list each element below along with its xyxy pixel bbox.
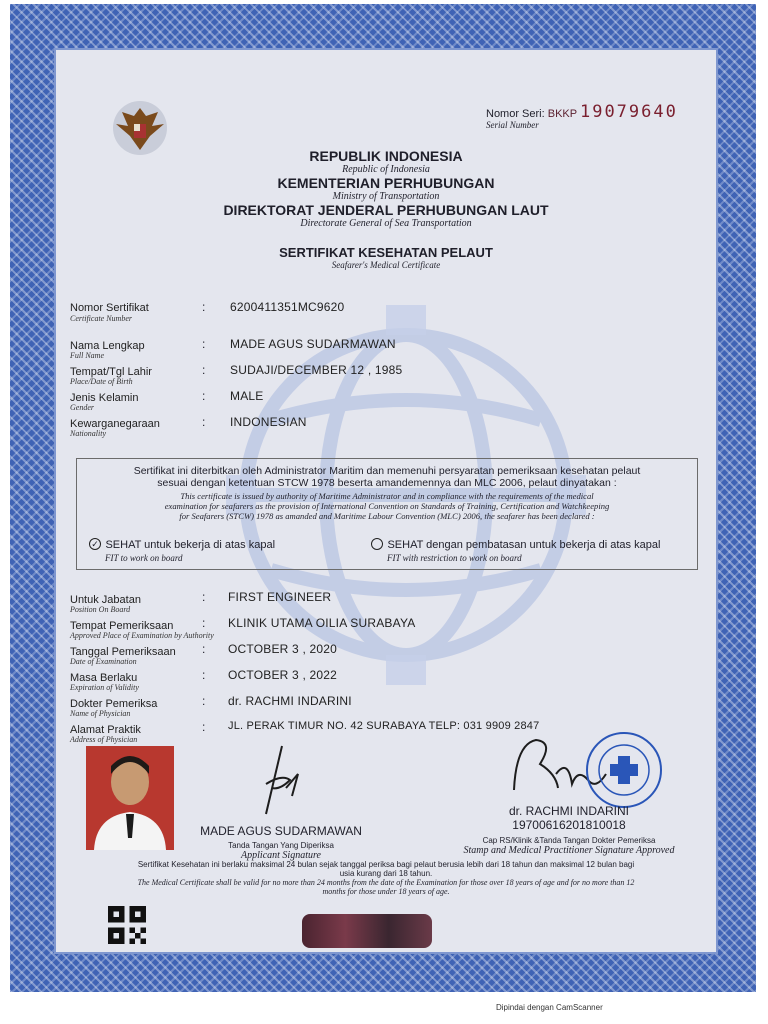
serial-prefix: BKKP — [547, 108, 577, 120]
field-row — [70, 694, 710, 720]
certificate-border — [10, 4, 756, 992]
qr-code-icon — [108, 906, 146, 944]
serial-label: Nomor Seri: — [486, 108, 545, 120]
certificate-header — [56, 148, 716, 270]
applicant-signature — [252, 744, 312, 820]
field-label-en: Expiration of Validity — [70, 683, 139, 692]
field-row — [70, 590, 710, 616]
field-row — [70, 642, 710, 668]
doctor-id: 19700616201810018 — [512, 818, 626, 832]
hologram-strip — [302, 914, 432, 948]
applicant-caption: Tanda Tangan Yang Diperiksa — [228, 841, 334, 850]
declaration-id-line2: sesuai dengan ketentuan STCW 1978 beserta amandemennya dan MLC 2006, pelaut dinyatakan : — [157, 477, 617, 489]
field-row — [70, 363, 710, 392]
field-label: Dokter Pemeriksa — [70, 698, 158, 710]
serial-label-en: Serial Number — [486, 120, 539, 130]
option-restricted-label-en: FIT with restriction to work on board — [387, 553, 522, 563]
birth-value: SUDAJI/DECEMBER 12 , 1985 — [230, 363, 403, 377]
declaration-id-line1: Sertifikat ini diterbitkan oleh Administrator Maritim dan memenuhi persyaratan pemeriksaan kesehatan pelaut — [133, 465, 641, 477]
field-label-en: Position On Board — [70, 605, 131, 614]
header-directorate-en: Directorate General of Sea Transportation — [300, 218, 472, 229]
field-label-en: Gender — [70, 403, 94, 412]
field-label: Nama Lengkap — [70, 340, 145, 352]
field-colon: : — [202, 300, 206, 314]
clinic-stamp-icon — [584, 730, 664, 810]
declaration-en-line1: This certificate is issued by authority of Maritime Administrator and in compliance with the requirements of the medical — [180, 491, 594, 501]
address-value: JL. PERAK TIMUR NO. 42 SURABAYA TELP: 031 9909 2847 — [228, 720, 540, 732]
declaration-en-line2: examination for seafarers as the provision of International Convention on Standards of Training, Certification and Watchkeeping — [164, 501, 610, 511]
exam-date-value: OCTOBER 3 , 2020 — [228, 642, 338, 656]
serial-number: 19079640 — [579, 102, 678, 122]
field-label: Jenis Kelamin — [70, 392, 139, 404]
field-colon: : — [202, 389, 206, 403]
field-label-en: Address of Physician — [70, 735, 138, 744]
field-row — [70, 389, 710, 418]
option-fit-label: SEHAT untuk bekerja di atas kapal — [105, 539, 276, 551]
full-name-value: MADE AGUS SUDARMAWAN — [230, 337, 396, 351]
certificate-title-en: Seafarer's Medical Certificate — [331, 260, 441, 270]
radio-empty-icon — [371, 538, 383, 550]
option-fit-restricted — [371, 535, 660, 563]
field-row — [70, 616, 710, 642]
field-row — [70, 298, 710, 340]
personal-fields — [70, 298, 710, 444]
validity-note — [62, 860, 710, 896]
field-colon: : — [202, 616, 206, 630]
field-label: Nomor Sertifikat — [70, 302, 149, 314]
doctor-caption: Cap RS/Klinik &Tanda Tangan Dokter Pemeriksa — [482, 836, 656, 845]
doctor-signature-block — [444, 804, 694, 856]
field-row — [70, 668, 710, 694]
header-directorate: DIREKTORAT JENDERAL PERHUBUNGAN LAUT — [223, 202, 549, 218]
expiry-value: OCTOBER 3 , 2022 — [228, 668, 338, 682]
applicant-caption-en: Applicant Signature — [241, 850, 321, 861]
header-republic: REPUBLIK INDONESIA — [309, 148, 463, 164]
validity-en-line1: The Medical Certificate shall be valid for no more than 24 months from the date of the Examination for those over 18 years of age and for no more than 12 — [137, 878, 635, 887]
option-restricted-label: SEHAT dengan pembatasan untuk bekerja di atas kapal — [387, 539, 661, 551]
applicant-signature-block — [176, 824, 386, 861]
field-label-en: Nationality — [70, 429, 106, 438]
declaration-box — [76, 458, 698, 570]
field-label-en: Certificate Number — [70, 314, 132, 323]
field-label: Alamat Praktik — [70, 724, 141, 736]
doctor-caption-en: Stamp and Medical Practitioner Signature Approved — [463, 845, 675, 856]
field-label-en: Date of Examination — [70, 657, 137, 666]
scanner-footer: Dipindai dengan CamScanner — [496, 1003, 603, 1012]
applicant-photo — [86, 746, 174, 850]
physician-value: dr. RACHMI INDARINI — [228, 694, 352, 708]
field-colon: : — [202, 590, 206, 604]
gender-value: MALE — [230, 389, 264, 403]
checkbox-checked-icon: ✓ — [89, 538, 101, 550]
field-colon: : — [202, 668, 206, 682]
header-republic-en: Republic of Indonesia — [342, 164, 430, 175]
applicant-name: MADE AGUS SUDARMAWAN — [200, 824, 362, 838]
header-ministry-en: Ministry of Transportation — [332, 191, 440, 202]
field-label: Tempat/Tgl Lahir — [70, 366, 152, 378]
field-colon: : — [202, 720, 206, 734]
position-value: FIRST ENGINEER — [228, 590, 332, 604]
validity-en-line2: months for those under 18 years of age. — [322, 887, 450, 896]
doctor-name: dr. RACHMI INDARINI — [508, 804, 629, 818]
field-label-en: Name of Physician — [70, 709, 131, 718]
certificate-number-value: 6200411351MC9620 — [230, 300, 345, 314]
nationality-value: INDONESIAN — [230, 415, 307, 429]
field-colon: : — [202, 363, 206, 377]
field-label: Tanggal Pemeriksaan — [70, 646, 176, 658]
certificate-paper — [54, 48, 718, 954]
option-fit — [89, 535, 275, 563]
field-colon: : — [202, 642, 206, 656]
serial-number-block — [486, 102, 678, 130]
option-fit-label-en: FIT to work on board — [105, 553, 183, 563]
field-label: Untuk Jabatan — [70, 594, 141, 606]
field-label-en: Approved Place of Examination by Authority — [70, 631, 214, 640]
declaration-en-line3: for Seafarers (STCW) 1978 as amanded and Maritime Labour Convention (MLC) 2006, the seafarer has been declared : — [179, 511, 595, 521]
validity-id-line1: Sertifikat Kesehatan ini berlaku maksimal 24 bulan sejak tanggal periksa bagi pelaut berusia lebih dari 18 tahun dan maksimal 12 bulan bagi — [137, 860, 635, 869]
field-label-en: Place/Date of Birth — [70, 377, 133, 386]
certificate-title: SERTIFIKAT KESEHATAN PELAUT — [279, 245, 493, 260]
examination-fields — [70, 590, 710, 746]
field-label-en: Full Name — [70, 351, 104, 360]
validity-id-line2: usia kurang dari 18 tahun. — [339, 869, 433, 878]
field-row — [70, 415, 710, 444]
header-ministry: KEMENTERIAN PERHUBUNGAN — [277, 175, 495, 191]
field-colon: : — [202, 694, 206, 708]
exam-place-value: KLINIK UTAMA OILIA SURABAYA — [228, 616, 416, 630]
field-colon: : — [202, 415, 206, 429]
field-colon: : — [202, 337, 206, 351]
field-label: Kewarganegaraan — [70, 418, 160, 430]
field-label: Tempat Pemeriksaan — [70, 620, 174, 632]
field-label: Masa Berlaku — [70, 672, 138, 684]
